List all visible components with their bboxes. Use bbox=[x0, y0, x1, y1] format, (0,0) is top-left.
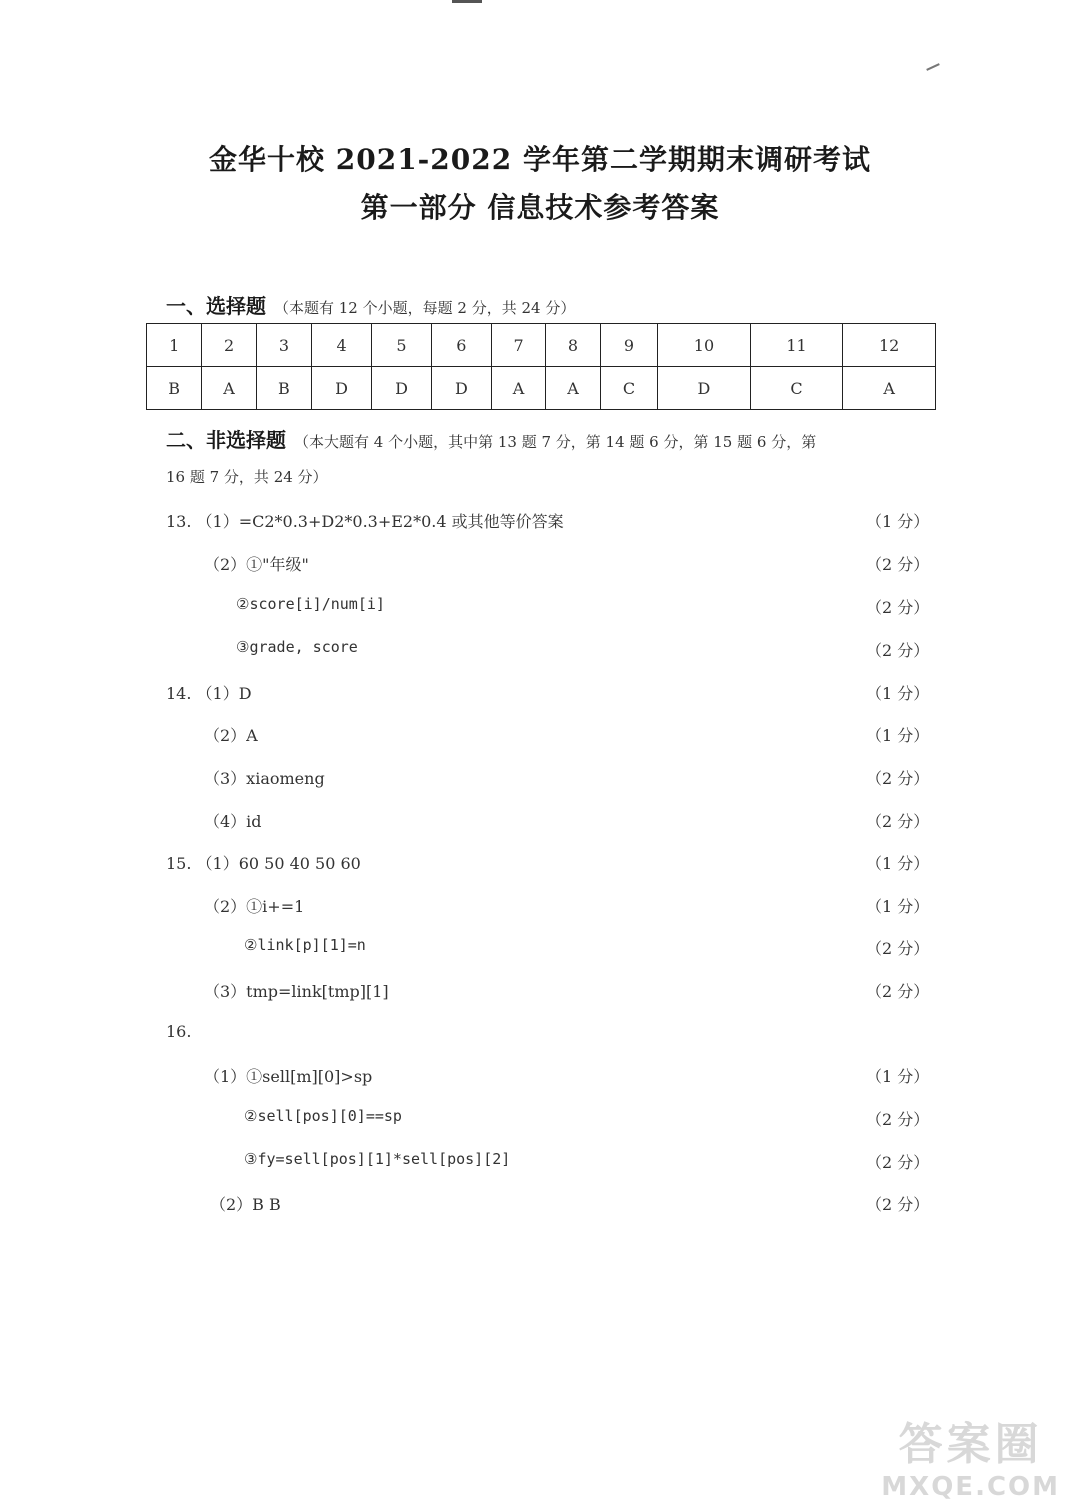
score-label: （1 分） bbox=[866, 854, 930, 873]
score-label: （2 分） bbox=[866, 1195, 930, 1214]
question-number: 10 bbox=[658, 324, 751, 367]
section2-note: （本大题有 4 个小题，其中第 13 题 7 分，第 14 题 6 分，第 15 题 6 分，第 bbox=[294, 433, 817, 451]
question-number: 2 bbox=[202, 324, 256, 367]
answer-line: ②sell[pos][0]==sp bbox=[244, 1107, 402, 1125]
question-number: 3 bbox=[256, 324, 311, 367]
answer-line: （2）B B bbox=[210, 1195, 281, 1214]
choice-answer-table bbox=[146, 323, 936, 410]
question-number: 7 bbox=[491, 324, 545, 367]
score-label: （2 分） bbox=[866, 939, 930, 958]
answer-line: 16. bbox=[166, 1022, 192, 1041]
section1-heading: 一、选择题 bbox=[166, 294, 266, 318]
watermark-title: 答案圈 bbox=[898, 1419, 1043, 1470]
question-number: 6 bbox=[431, 324, 491, 367]
watermark-logo bbox=[881, 1408, 1060, 1502]
score-label: （2 分） bbox=[866, 641, 930, 660]
question-number: 11 bbox=[750, 324, 843, 367]
answer-line: ②link[p][1]=n bbox=[244, 936, 366, 954]
score-label: （2 分） bbox=[866, 769, 930, 788]
score-label: （2 分） bbox=[866, 598, 930, 617]
score-label: （2 分） bbox=[866, 1153, 930, 1172]
section2-note-continued: 16 题 7 分，共 24 分） bbox=[166, 468, 328, 486]
score-label: （1 分） bbox=[866, 684, 930, 703]
answer-cell: A bbox=[491, 367, 545, 410]
answer-cell: B bbox=[256, 367, 311, 410]
document-subtitle: 第一部分 信息技术参考答案 bbox=[360, 191, 720, 224]
score-label: （2 分） bbox=[866, 982, 930, 1001]
answer-cell: C bbox=[600, 367, 657, 410]
answer-line: （3）xiaomeng bbox=[204, 769, 325, 788]
answer-line: ③grade, score bbox=[236, 638, 358, 656]
document-title: 金华十校 2021-2022 学年第二学期期末调研考试 bbox=[209, 143, 871, 176]
scan-edge-mark bbox=[452, 0, 482, 3]
question-number: 5 bbox=[372, 324, 432, 367]
score-label: （2 分） bbox=[866, 812, 930, 831]
answer-cell: B bbox=[147, 367, 202, 410]
question-number: 4 bbox=[312, 324, 372, 367]
answer-line: （2）①"年级" bbox=[204, 555, 309, 574]
answer-line: （4）id bbox=[204, 812, 262, 831]
score-label: （1 分） bbox=[866, 1067, 930, 1086]
score-label: （1 分） bbox=[866, 897, 930, 916]
score-label: （1 分） bbox=[866, 512, 930, 531]
question-number-row bbox=[147, 324, 936, 367]
section2-heading: 二、非选择题 bbox=[166, 428, 286, 452]
question-number: 12 bbox=[843, 324, 936, 367]
answer-line: （2）A bbox=[204, 726, 258, 745]
question-number: 1 bbox=[147, 324, 202, 367]
answer-cell: A bbox=[202, 367, 256, 410]
answer-cell: D bbox=[658, 367, 751, 410]
answer-cell: A bbox=[546, 367, 600, 410]
watermark-url: MXQE.COM bbox=[881, 1472, 1060, 1502]
section2-heading-line bbox=[166, 424, 816, 453]
answer-line: 14. （1）D bbox=[166, 684, 252, 703]
answer-cell: D bbox=[312, 367, 372, 410]
score-label: （1 分） bbox=[866, 726, 930, 745]
answer-line: （3）tmp=link[tmp][1] bbox=[204, 982, 389, 1001]
answer-cell: D bbox=[431, 367, 491, 410]
question-number: 9 bbox=[600, 324, 657, 367]
answer-row bbox=[147, 367, 936, 410]
answer-line: ③fy=sell[pos][1]*sell[pos][2] bbox=[244, 1150, 511, 1168]
answer-line: 15. （1）60 50 40 50 60 bbox=[166, 854, 361, 873]
answer-cell: A bbox=[843, 367, 936, 410]
answer-line: ②score[i]/num[i] bbox=[236, 595, 385, 613]
section1-heading-line bbox=[166, 290, 575, 319]
question-number: 8 bbox=[546, 324, 600, 367]
answer-line: （2）①i+=1 bbox=[204, 897, 305, 916]
section1-note: （本题有 12 个小题，每题 2 分，共 24 分） bbox=[274, 299, 576, 317]
answer-cell: D bbox=[372, 367, 432, 410]
score-label: （2 分） bbox=[866, 1110, 930, 1129]
answer-cell: C bbox=[750, 367, 843, 410]
answer-line: （1）①sell[m][0]>sp bbox=[204, 1067, 373, 1086]
corner-mark bbox=[926, 63, 940, 71]
score-label: （2 分） bbox=[866, 555, 930, 574]
answer-line: 13. （1）=C2*0.3+D2*0.3+E2*0.4 或其他等价答案 bbox=[166, 512, 564, 531]
